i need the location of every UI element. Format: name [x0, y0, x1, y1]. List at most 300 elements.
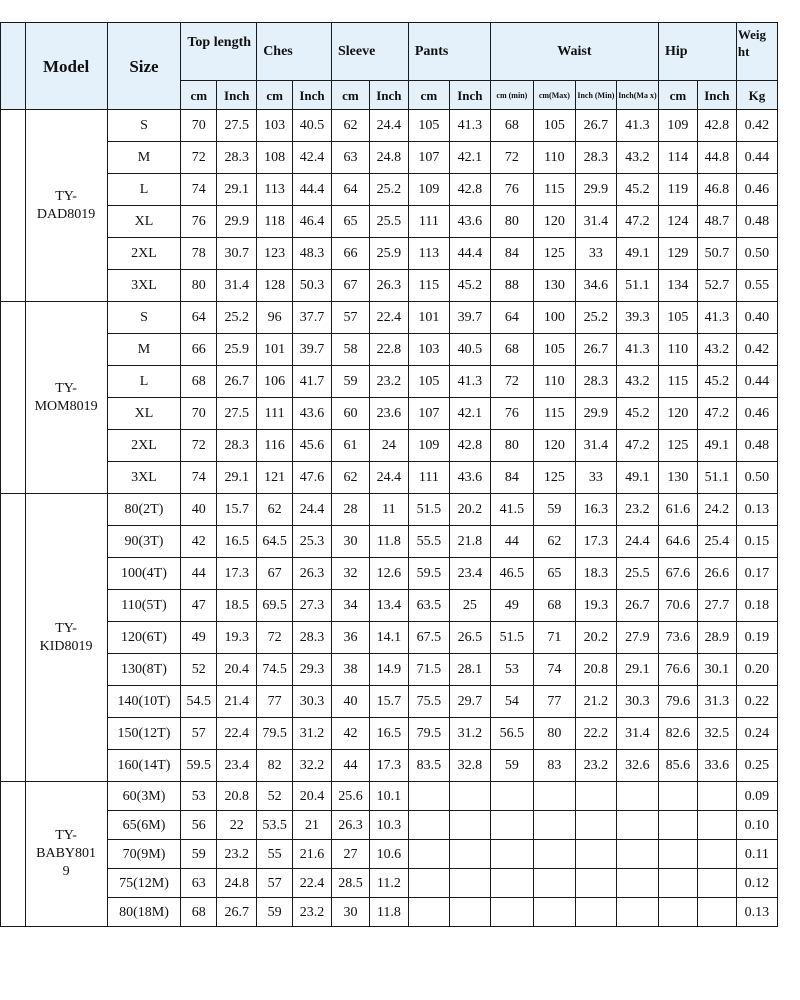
- value-cell: 32.2: [293, 750, 332, 782]
- unit-header: cm: [408, 81, 449, 110]
- size-table-body: [1, 110, 778, 927]
- value-cell: 32: [331, 558, 369, 590]
- value-cell: 64: [331, 174, 369, 206]
- unit-header: Kg: [736, 81, 777, 110]
- size-cell: 60(3M): [107, 782, 181, 811]
- value-cell: [697, 840, 736, 869]
- value-cell: 49: [490, 590, 533, 622]
- table-row: [1, 238, 778, 270]
- value-cell: 46.5: [490, 558, 533, 590]
- value-cell: 21: [293, 811, 332, 840]
- value-cell: 29.3: [293, 654, 332, 686]
- value-cell: 77: [257, 686, 293, 718]
- size-cell: 100(4T): [107, 558, 181, 590]
- value-cell: 26.6: [697, 558, 736, 590]
- value-cell: 43.2: [616, 142, 658, 174]
- value-cell: 64: [181, 302, 217, 334]
- value-cell: 66: [331, 238, 369, 270]
- value-cell: 30: [331, 898, 369, 927]
- value-cell: 110: [533, 142, 575, 174]
- value-cell: 53: [181, 782, 217, 811]
- value-cell: 56: [181, 811, 217, 840]
- size-cell: L: [107, 174, 181, 206]
- value-cell: 19.3: [217, 622, 257, 654]
- unit-header: Inch: [697, 81, 736, 110]
- value-cell: 105: [408, 366, 449, 398]
- value-cell: 19.3: [575, 590, 616, 622]
- value-cell: 79.6: [658, 686, 697, 718]
- value-cell: 111: [408, 206, 449, 238]
- value-cell: 27.5: [217, 110, 257, 142]
- value-cell: 129: [658, 238, 697, 270]
- value-cell: 74: [533, 654, 575, 686]
- unit-header: Inch: [369, 81, 408, 110]
- value-cell: 59: [257, 898, 293, 927]
- value-cell: 10.6: [369, 840, 408, 869]
- header-row-groups: [1, 23, 778, 81]
- value-cell: 62: [533, 526, 575, 558]
- value-cell: [408, 782, 449, 811]
- value-cell: 24.4: [369, 462, 408, 494]
- value-cell: 45.6: [293, 430, 332, 462]
- value-cell: 25.4: [697, 526, 736, 558]
- value-cell: 23.4: [217, 750, 257, 782]
- value-cell: 25: [449, 590, 490, 622]
- value-cell: 85.6: [658, 750, 697, 782]
- value-cell: 67: [257, 558, 293, 590]
- size-cell: 2XL: [107, 430, 181, 462]
- model-name-cell: TY- MOM8019: [25, 302, 107, 494]
- value-cell: 31.4: [575, 206, 616, 238]
- value-cell: 64.6: [658, 526, 697, 558]
- value-cell: 26.7: [575, 334, 616, 366]
- value-cell: 109: [408, 430, 449, 462]
- value-cell: 23.4: [449, 558, 490, 590]
- value-cell: 29.7: [449, 686, 490, 718]
- value-cell: 40: [181, 494, 217, 526]
- value-cell: 25.9: [369, 238, 408, 270]
- value-cell: 76: [490, 174, 533, 206]
- table-row: [1, 110, 778, 142]
- value-cell: 31.3: [697, 686, 736, 718]
- table-row: [1, 718, 778, 750]
- value-cell: 52: [257, 782, 293, 811]
- model-name-cell: TY- BABY801 9: [25, 782, 107, 927]
- value-cell: 28.3: [217, 142, 257, 174]
- value-cell: [616, 782, 658, 811]
- value-cell: 22.4: [293, 869, 332, 898]
- value-cell: 83.5: [408, 750, 449, 782]
- value-cell: 24.4: [293, 494, 332, 526]
- value-cell: 123: [257, 238, 293, 270]
- unit-header: Inch: [217, 81, 257, 110]
- value-cell: 62: [331, 110, 369, 142]
- value-cell: 80: [490, 206, 533, 238]
- value-cell: 31.2: [449, 718, 490, 750]
- value-cell: 70: [181, 398, 217, 430]
- value-cell: 120: [658, 398, 697, 430]
- value-cell: 39.7: [293, 334, 332, 366]
- value-cell: 47: [181, 590, 217, 622]
- value-cell: 105: [533, 334, 575, 366]
- value-cell: 74.5: [257, 654, 293, 686]
- value-cell: [658, 782, 697, 811]
- value-cell: 0.46: [736, 174, 777, 206]
- value-cell: [408, 869, 449, 898]
- value-cell: 55.5: [408, 526, 449, 558]
- value-cell: [449, 898, 490, 927]
- table-row: [1, 334, 778, 366]
- value-cell: 105: [533, 110, 575, 142]
- value-cell: 33: [575, 238, 616, 270]
- value-cell: 62: [331, 462, 369, 494]
- value-cell: 41.3: [449, 110, 490, 142]
- value-cell: 26.3: [369, 270, 408, 302]
- value-cell: 40.5: [293, 110, 332, 142]
- value-cell: [616, 811, 658, 840]
- value-cell: [449, 782, 490, 811]
- value-cell: 0.55: [736, 270, 777, 302]
- value-cell: 11.8: [369, 898, 408, 927]
- value-cell: 28.3: [217, 430, 257, 462]
- value-cell: 47.6: [293, 462, 332, 494]
- value-cell: 57: [181, 718, 217, 750]
- value-cell: 74: [181, 462, 217, 494]
- value-cell: 24.4: [616, 526, 658, 558]
- value-cell: 59.5: [408, 558, 449, 590]
- value-cell: 28.3: [575, 366, 616, 398]
- size-cell: 3XL: [107, 270, 181, 302]
- value-cell: 38: [331, 654, 369, 686]
- unit-header: Inch: [293, 81, 332, 110]
- value-cell: 101: [408, 302, 449, 334]
- value-cell: 88: [490, 270, 533, 302]
- size-cell: 120(6T): [107, 622, 181, 654]
- value-cell: 59.5: [181, 750, 217, 782]
- value-cell: 16.5: [217, 526, 257, 558]
- value-cell: 42.8: [449, 174, 490, 206]
- value-cell: 0.19: [736, 622, 777, 654]
- value-cell: 57: [257, 869, 293, 898]
- value-cell: 130: [533, 270, 575, 302]
- value-cell: 79.5: [257, 718, 293, 750]
- size-cell: 80(2T): [107, 494, 181, 526]
- value-cell: 46.4: [293, 206, 332, 238]
- value-cell: [658, 840, 697, 869]
- value-cell: 111: [257, 398, 293, 430]
- value-cell: 96: [257, 302, 293, 334]
- value-cell: 51.5: [490, 622, 533, 654]
- value-cell: 23.2: [616, 494, 658, 526]
- value-cell: 28.3: [293, 622, 332, 654]
- table-row: [1, 462, 778, 494]
- value-cell: 29.9: [575, 174, 616, 206]
- unit-header: Inch(Ma x): [616, 81, 658, 110]
- value-cell: [408, 811, 449, 840]
- value-cell: 42.1: [449, 398, 490, 430]
- value-cell: 25.5: [369, 206, 408, 238]
- value-cell: 84: [490, 238, 533, 270]
- header-top-length: Top length: [181, 23, 257, 81]
- size-cell: 70(9M): [107, 840, 181, 869]
- value-cell: 20.2: [575, 622, 616, 654]
- value-cell: 44: [490, 526, 533, 558]
- value-cell: 28.1: [449, 654, 490, 686]
- value-cell: 67.6: [658, 558, 697, 590]
- value-cell: 72: [257, 622, 293, 654]
- value-cell: 42.4: [293, 142, 332, 174]
- header-waist: Waist: [490, 23, 658, 81]
- value-cell: 50.7: [697, 238, 736, 270]
- value-cell: 106: [257, 366, 293, 398]
- value-cell: 36: [331, 622, 369, 654]
- value-cell: 11.2: [369, 869, 408, 898]
- value-cell: 68: [490, 334, 533, 366]
- value-cell: 44.4: [449, 238, 490, 270]
- value-cell: 30.3: [293, 686, 332, 718]
- size-cell: M: [107, 142, 181, 174]
- value-cell: 39.7: [449, 302, 490, 334]
- table-row: [1, 398, 778, 430]
- value-cell: 23.2: [575, 750, 616, 782]
- value-cell: 40: [331, 686, 369, 718]
- value-cell: 125: [658, 430, 697, 462]
- value-cell: 61.6: [658, 494, 697, 526]
- value-cell: 118: [257, 206, 293, 238]
- value-cell: 16.3: [575, 494, 616, 526]
- value-cell: 68: [181, 366, 217, 398]
- value-cell: 74: [181, 174, 217, 206]
- value-cell: 51.1: [697, 462, 736, 494]
- value-cell: 82.6: [658, 718, 697, 750]
- value-cell: 27.3: [293, 590, 332, 622]
- value-cell: 125: [533, 462, 575, 494]
- value-cell: 105: [658, 302, 697, 334]
- value-cell: 116: [257, 430, 293, 462]
- value-cell: 43.6: [449, 462, 490, 494]
- value-cell: 0.42: [736, 334, 777, 366]
- value-cell: 24.8: [217, 869, 257, 898]
- model-name-cell: TY- DAD8019: [25, 110, 107, 302]
- value-cell: 22: [217, 811, 257, 840]
- value-cell: 41.5: [490, 494, 533, 526]
- value-cell: 80: [533, 718, 575, 750]
- value-cell: 72: [181, 430, 217, 462]
- size-cell: 75(12M): [107, 869, 181, 898]
- value-cell: 59: [181, 840, 217, 869]
- value-cell: [616, 869, 658, 898]
- value-cell: 114: [658, 142, 697, 174]
- value-cell: 28: [331, 494, 369, 526]
- header-sleeve: Sleeve: [331, 23, 408, 81]
- value-cell: 76.6: [658, 654, 697, 686]
- value-cell: 59: [533, 494, 575, 526]
- unit-header: cm: [331, 81, 369, 110]
- value-cell: 20.4: [293, 782, 332, 811]
- value-cell: 0.20: [736, 654, 777, 686]
- table-row: [1, 898, 778, 927]
- value-cell: 27.5: [217, 398, 257, 430]
- value-cell: [533, 898, 575, 927]
- value-cell: 71: [533, 622, 575, 654]
- value-cell: 51.1: [616, 270, 658, 302]
- table-row: [1, 526, 778, 558]
- value-cell: 0.44: [736, 366, 777, 398]
- value-cell: 28.9: [697, 622, 736, 654]
- table-row: [1, 430, 778, 462]
- size-cell: 130(8T): [107, 654, 181, 686]
- value-cell: 20.4: [217, 654, 257, 686]
- value-cell: [575, 811, 616, 840]
- value-cell: 20.8: [217, 782, 257, 811]
- table-row: [1, 558, 778, 590]
- table-row: [1, 270, 778, 302]
- table-row: [1, 840, 778, 869]
- value-cell: [658, 898, 697, 927]
- value-cell: [697, 811, 736, 840]
- value-cell: 23.6: [369, 398, 408, 430]
- value-cell: 21.8: [449, 526, 490, 558]
- value-cell: 0.25: [736, 750, 777, 782]
- value-cell: 0.12: [736, 869, 777, 898]
- value-cell: 17.3: [369, 750, 408, 782]
- value-cell: 0.40: [736, 302, 777, 334]
- value-cell: 30.3: [616, 686, 658, 718]
- value-cell: [697, 898, 736, 927]
- table-row: [1, 869, 778, 898]
- value-cell: 124: [658, 206, 697, 238]
- value-cell: 49.1: [616, 238, 658, 270]
- value-cell: 103: [408, 334, 449, 366]
- value-cell: 11.8: [369, 526, 408, 558]
- value-cell: 68: [490, 110, 533, 142]
- value-cell: 80: [490, 430, 533, 462]
- value-cell: 32.8: [449, 750, 490, 782]
- value-cell: 10.1: [369, 782, 408, 811]
- value-cell: 42.8: [449, 430, 490, 462]
- value-cell: 59: [490, 750, 533, 782]
- size-cell: 140(10T): [107, 686, 181, 718]
- value-cell: 45.2: [616, 398, 658, 430]
- value-cell: [533, 782, 575, 811]
- value-cell: 56.5: [490, 718, 533, 750]
- value-cell: 72: [490, 366, 533, 398]
- value-cell: 44: [181, 558, 217, 590]
- group-blank-cell: [1, 782, 26, 927]
- value-cell: 42: [181, 526, 217, 558]
- value-cell: 13.4: [369, 590, 408, 622]
- value-cell: 54.5: [181, 686, 217, 718]
- header-hip: Hip: [658, 23, 736, 81]
- value-cell: 61: [331, 430, 369, 462]
- value-cell: 120: [533, 430, 575, 462]
- value-cell: 10.3: [369, 811, 408, 840]
- value-cell: 65: [331, 206, 369, 238]
- value-cell: 27: [331, 840, 369, 869]
- value-cell: 26.3: [331, 811, 369, 840]
- value-cell: 100: [533, 302, 575, 334]
- value-cell: 83: [533, 750, 575, 782]
- value-cell: 22.8: [369, 334, 408, 366]
- value-cell: 68: [181, 898, 217, 927]
- value-cell: [575, 898, 616, 927]
- value-cell: [658, 869, 697, 898]
- value-cell: 34.6: [575, 270, 616, 302]
- value-cell: 109: [408, 174, 449, 206]
- value-cell: 25.2: [217, 302, 257, 334]
- value-cell: 53: [490, 654, 533, 686]
- unit-header: cm (min): [490, 81, 533, 110]
- unit-header: cm: [257, 81, 293, 110]
- value-cell: 111: [408, 462, 449, 494]
- value-cell: 54: [490, 686, 533, 718]
- value-cell: [490, 840, 533, 869]
- value-cell: 17.3: [217, 558, 257, 590]
- value-cell: 23.2: [369, 366, 408, 398]
- table-row: [1, 494, 778, 526]
- value-cell: 115: [658, 366, 697, 398]
- value-cell: 71.5: [408, 654, 449, 686]
- value-cell: [616, 898, 658, 927]
- value-cell: 69.5: [257, 590, 293, 622]
- value-cell: [575, 869, 616, 898]
- value-cell: 15.7: [217, 494, 257, 526]
- header-chest: Ches: [257, 23, 332, 81]
- table-row: [1, 302, 778, 334]
- value-cell: 11: [369, 494, 408, 526]
- value-cell: 33: [575, 462, 616, 494]
- table-row: [1, 206, 778, 238]
- value-cell: 101: [257, 334, 293, 366]
- value-cell: 29.9: [217, 206, 257, 238]
- value-cell: 70.6: [658, 590, 697, 622]
- value-cell: 109: [658, 110, 697, 142]
- value-cell: 75.5: [408, 686, 449, 718]
- table-row: [1, 811, 778, 840]
- value-cell: 120: [533, 206, 575, 238]
- value-cell: [408, 898, 449, 927]
- value-cell: 119: [658, 174, 697, 206]
- value-cell: 25.2: [575, 302, 616, 334]
- value-cell: 48.3: [293, 238, 332, 270]
- value-cell: 15.7: [369, 686, 408, 718]
- value-cell: 41.3: [616, 334, 658, 366]
- value-cell: 113: [257, 174, 293, 206]
- value-cell: 73.6: [658, 622, 697, 654]
- value-cell: [490, 782, 533, 811]
- value-cell: 29.9: [575, 398, 616, 430]
- value-cell: 25.2: [369, 174, 408, 206]
- value-cell: 29.1: [217, 462, 257, 494]
- value-cell: 0.15: [736, 526, 777, 558]
- size-cell: 150(12T): [107, 718, 181, 750]
- value-cell: 121: [257, 462, 293, 494]
- table-row: [1, 622, 778, 654]
- value-cell: 130: [658, 462, 697, 494]
- value-cell: 26.7: [217, 366, 257, 398]
- value-cell: 24.4: [369, 110, 408, 142]
- value-cell: 60: [331, 398, 369, 430]
- value-cell: 22.2: [575, 718, 616, 750]
- value-cell: 0.22: [736, 686, 777, 718]
- value-cell: 47.2: [697, 398, 736, 430]
- value-cell: 0.10: [736, 811, 777, 840]
- header-model: Model: [25, 23, 107, 110]
- value-cell: 72: [181, 142, 217, 174]
- value-cell: 76: [490, 398, 533, 430]
- value-cell: 24.8: [369, 142, 408, 174]
- size-cell: 3XL: [107, 462, 181, 494]
